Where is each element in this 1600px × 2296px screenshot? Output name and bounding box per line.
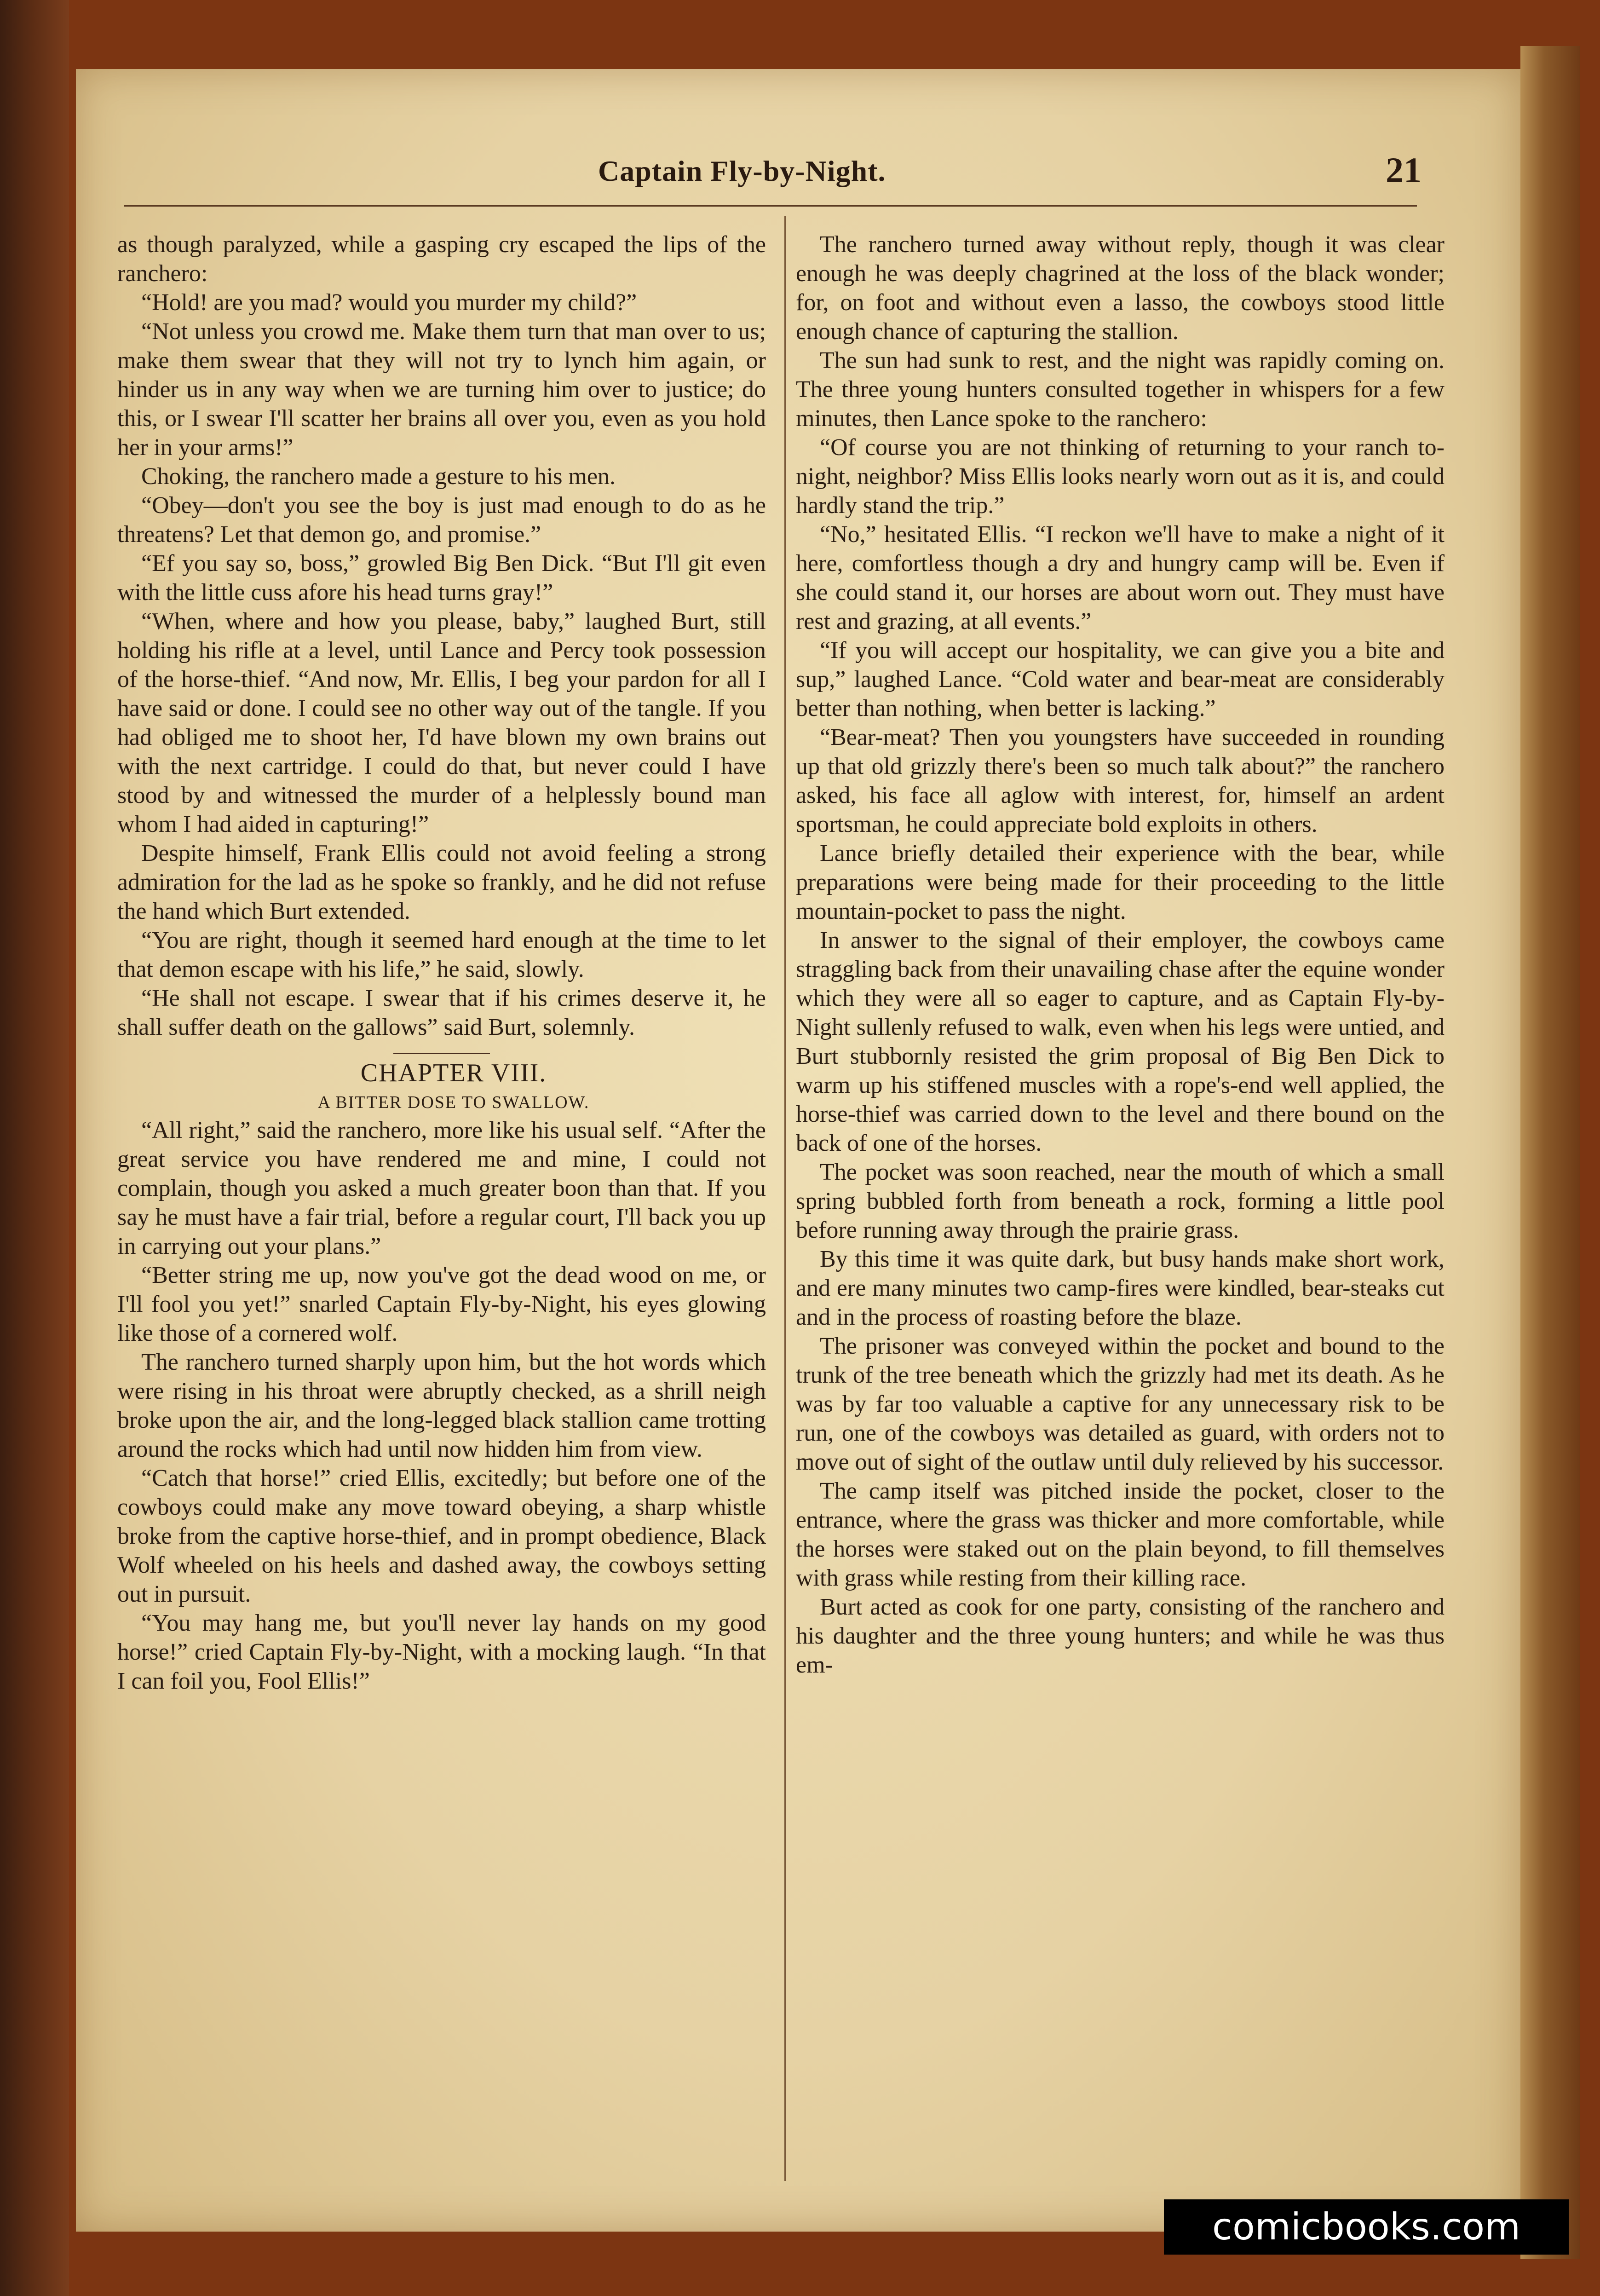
paragraph: “Not unless you crowd me. Make them turn that man over to us; make them swear that they will not try to lynch him again, or hinder us in any way when we are turning him over to justice; do this, or I swear I'll scatter her brains all over you, even as you hold her in your arms!”: [117, 318, 766, 461]
paragraph: “Obey—don't you see the boy is just mad enough to do as he threatens? Let that demon go, and promise.”: [117, 492, 766, 548]
paragraph: as though paralyzed, while a gasping cry escaped the lips of the ranchero:: [117, 231, 766, 287]
chapter-rule: [393, 1053, 490, 1054]
paragraph: Lance briefly detailed their experience with the bear, while preparations were being made for their proceeding to the little mountain-pocket to pass the night.: [796, 840, 1445, 924]
paragraph: Despite himself, Frank Ellis could not avoid feeling a strong admiration for the lad as he spoke so frankly, and he did not refuse the hand which Burt extended.: [117, 840, 766, 924]
left-column: [117, 230, 766, 1696]
paragraph: By this time it was quite dark, but busy hands make short work, and ere many minutes two camp-fires were kindled, bear-steaks cut and in the process of roasting before the blaze.: [796, 1246, 1445, 1330]
paragraph: “Better string me up, now you've got the dead wood on me, or I'll fool you yet!” snarled Captain Fly-by-Night, his eyes glowing like those of a cornered wolf.: [117, 1262, 766, 1346]
running-head: [598, 97, 1422, 190]
paragraph: The sun had sunk to rest, and the night was rapidly coming on. The three young hunters consulted together in whispers for a few minutes, then Lance spoke to the ranchero:: [796, 347, 1445, 432]
paragraph: “Of course you are not thinking of returning to your ranch to-night, neighbor? Miss Ellis looks nearly worn out as it is, and could hardly stand the trip.”: [796, 434, 1445, 519]
watermark: comicbooks.com: [1164, 2199, 1569, 2255]
column-divider: [784, 216, 786, 2181]
chapter-heading: CHAPTER VIII.: [360, 1059, 547, 1087]
paragraph: The camp itself was pitched inside the pocket, closer to the entrance, where the grass was thicker and more comfortable, while the horses were staked out on the plain beyond, to fill themselves with grass while resting from their killing race.: [796, 1478, 1445, 1591]
paragraph: The prisoner was conveyed within the pocket and bound to the trunk of the tree beneath which the grizzly had met its death. As he was by far too valuable a captive for any unnecessary risk to be run, one of the cowboys was detailed as guard, with orders not to move out of sight of the outlaw until duly relieved by his successor.: [796, 1333, 1445, 1475]
running-title: Captain Fly-by-Night.: [598, 155, 886, 187]
paragraph: “You are right, though it seemed hard enough at the time to let that demon escape with his life,” he said, slowly.: [117, 927, 766, 982]
paragraph: “No,” hesitated Ellis. “I reckon we'll have to make a night of it here, comfortless though a dry and hungry camp will be. Even if she could stand it, our horses are about worn out. They must have rest and grazing, at all events.”: [796, 521, 1445, 635]
paragraph: “Ef you say so, boss,” growled Big Ben Dick. “But I'll git even with the little cuss afore his head turns gray!”: [117, 550, 766, 606]
paragraph: “All right,” said the ranchero, more like his usual self. “After the great service you have rendered me and mine, I could not complain, though you asked a much greater boon than that. If you say he must have a fair trial, before a regular court, I'll back you up in carrying out your plans.”: [117, 1117, 766, 1259]
paragraph: “Bear-meat? Then you youngsters have succeeded in rounding up that old grizzly there's been so much talk about?” the ranchero asked, his face all aglow with interest, for, himself an ardent sportsman, he could appreciate bold exploits in others.: [796, 724, 1445, 837]
paragraph: The pocket was soon reached, near the mouth of which a small spring bubbled forth from beneath a rock, forming a little pool before running away through the prairie grass.: [796, 1159, 1445, 1243]
chapter-subtitle: A BITTER DOSE TO SWALLOW.: [317, 1093, 590, 1112]
page-number: 21: [1386, 150, 1422, 190]
paragraph: Choking, the ranchero made a gesture to his men.: [141, 463, 616, 490]
paragraph: “When, where and how you please, baby,” laughed Burt, still holding his rifle at a level, until Lance and Percy took possession of the horse-thief. “And now, Mr. Ellis, I beg your pardon for all I have said or done. I could see no other way out of the tangle. If you had obliged me to shoot her, I'd have blown my own brains out with the next cartridge. I could do that, but never could I have stood by and witnessed the murder of a helplessly bound man whom I had aided in capturing!”: [117, 608, 766, 837]
paragraph: “You may hang me, but you'll never lay hands on my good horse!” cried Captain Fly-by-Night, with a mocking laugh. “In that I can foil you, Fool Ellis!”: [117, 1610, 766, 1694]
header-rule: [124, 205, 1417, 207]
right-column: [796, 230, 1445, 1679]
binding-shadow: [0, 0, 69, 2296]
paragraph: The ranchero turned away without reply, though it was clear enough he was deeply chagrined at the loss of the black wonder; for, on foot and without even a lasso, the cowboys stood little enough chance of capturing the stallion.: [796, 231, 1445, 345]
paragraph: “If you will accept our hospitality, we can give you a bite and sup,” laughed Lance. “Cold water and bear-meat are considerably better than nothing, when better is lacking.”: [796, 637, 1445, 721]
page-edge: [1520, 46, 1580, 2259]
paragraph: Burt acted as cook for one party, consisting of the ranchero and his daughter and the three young hunters; and while he was thus em-: [796, 1594, 1445, 1678]
paragraph: “He shall not escape. I swear that if his crimes deserve it, he shall suffer death on the gallows” said Burt, solemnly.: [117, 985, 766, 1040]
paragraph: In answer to the signal of their employer, the cowboys came straggling back from their unavailing chase after the equine wonder which they were all so eager to capture, and as Captain Fly-by-Night sullenly refused to walk, even when his legs were untied, and Burt stubbornly resisted the grim proposal of Big Ben Dick to warm up his stiffened muscles with a rope's-end well applied, the horse-thief was carried down to the level and there bound on the back of one of the horses.: [796, 927, 1445, 1156]
paragraph: “Catch that horse!” cried Ellis, excitedly; but before one of the cowboys could make any move toward obeying, a sharp whistle broke from the captive horse-thief, and in prompt obedience, Black Wolf wheeled on his heels and dashed away, the cowboys setting out in pursuit.: [117, 1465, 766, 1607]
paragraph: “Hold! are you mad? would you murder my child?”: [141, 289, 637, 316]
paragraph: The ranchero turned sharply upon him, but the hot words which were rising in his throat were abruptly checked, as a shrill neigh broke upon the air, and the long-legged black stallion came trotting around the rocks which had until now hidden him from view.: [117, 1349, 766, 1462]
